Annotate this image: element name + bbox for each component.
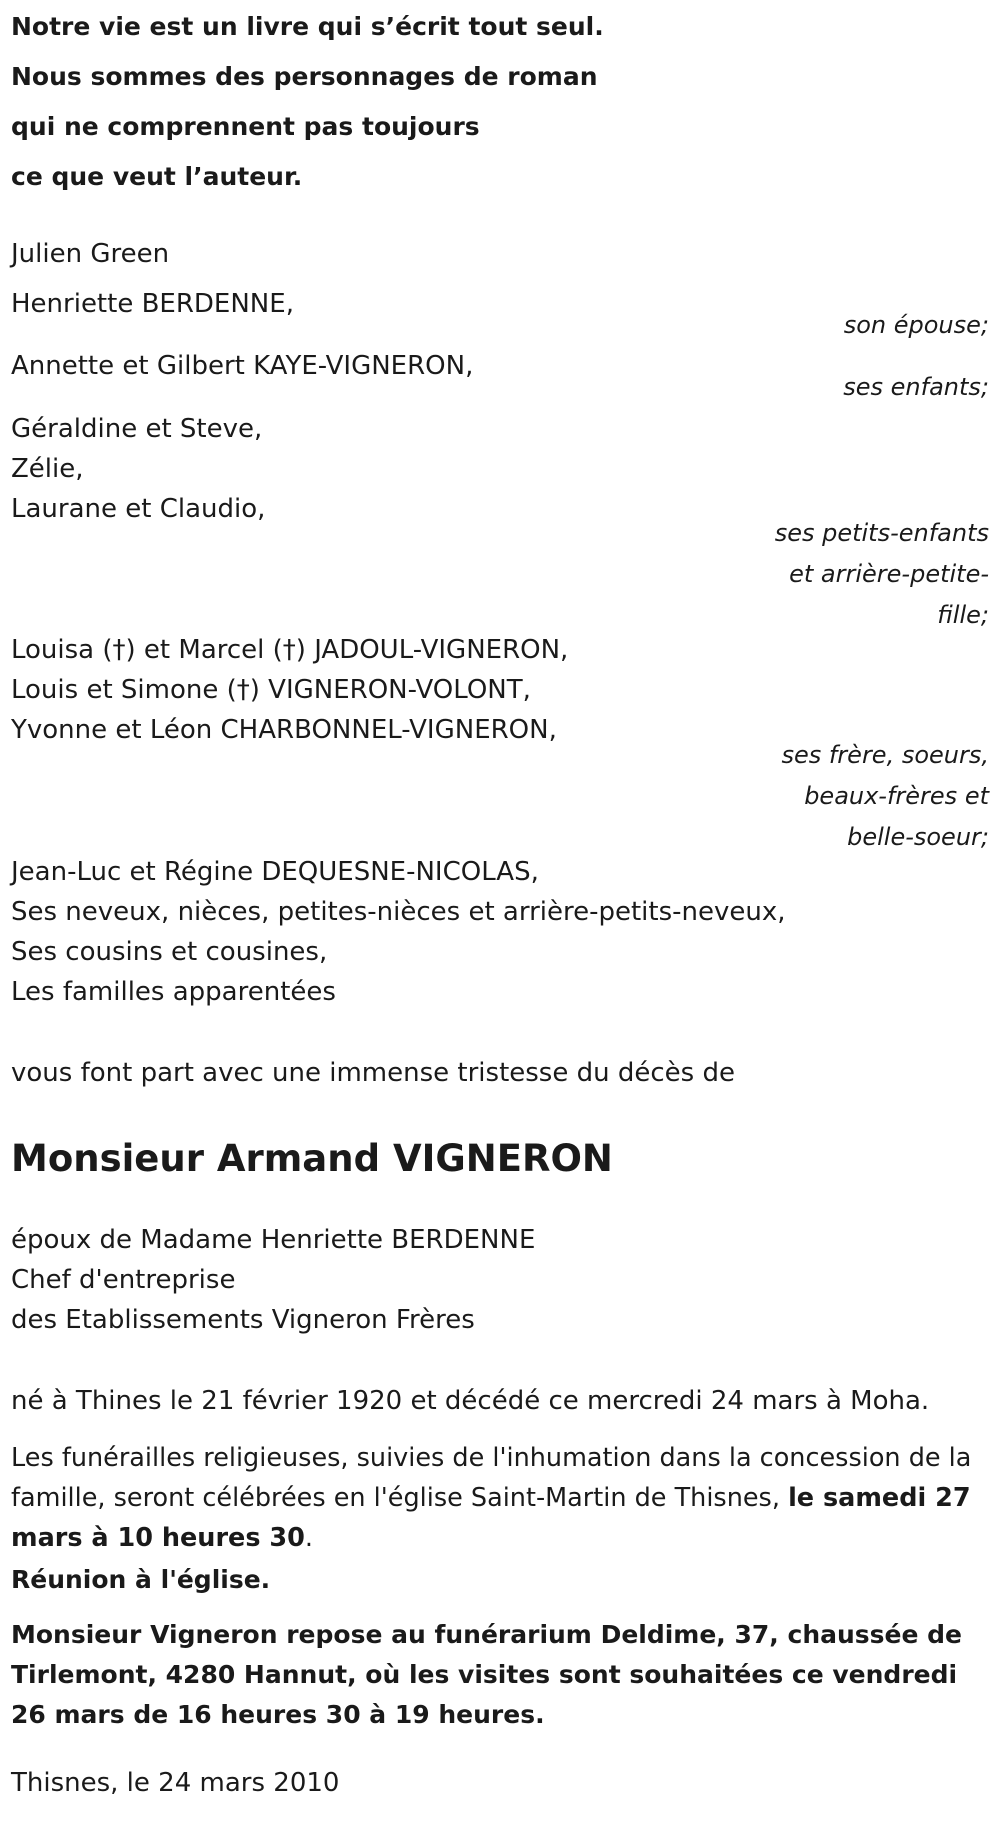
epigraph-line: Nous sommes des personnages de roman bbox=[11, 62, 598, 91]
relation-line: son épouse; bbox=[843, 311, 989, 339]
children-name: Annette et Gilbert KAYE-VIGNERON, bbox=[11, 351, 474, 381]
sibling-name: Yvonne et Léon CHARBONNEL-VIGNERON, bbox=[11, 715, 557, 745]
relation-line: ses frère, soeurs, bbox=[781, 741, 989, 769]
place-date: Thisnes, le 24 mars 2010 bbox=[11, 1768, 340, 1798]
relative-name: Ses cousins et cousines, bbox=[11, 937, 328, 967]
sibling-name: Louis et Simone (†) VIGNERON-VOLONT, bbox=[11, 675, 531, 705]
funeral-text: Les funérailles religieuses, suivies de l'inhumation dans la concession de la famille, seront célébrées en l'église Saint-Martin de Thisnes, bbox=[11, 1443, 972, 1513]
visitation-text: Monsieur Vigneron repose au funérarium Deldime, 37, chaussée de Tirlemont, 4280 Hannut, où les visites sont souhaitées ce vendredi 26 mars de 16 heures 30 à 19 heures. bbox=[11, 1620, 963, 1729]
children-relation bbox=[843, 368, 989, 406]
relation-line: et arrière-petite- bbox=[789, 560, 989, 588]
announcement-text: vous font part avec une immense tristesse du décès de bbox=[11, 1058, 735, 1088]
funeral-end: . bbox=[304, 1523, 313, 1553]
grandchild-name: Zélie, bbox=[11, 454, 84, 484]
spouse-name: Henriette BERDENNE, bbox=[11, 289, 294, 319]
epigraph-quote bbox=[11, 2, 604, 202]
relation-line: ses enfants; bbox=[843, 373, 989, 401]
spouse-relation bbox=[844, 306, 989, 344]
relation-line: belle-soeur; bbox=[847, 823, 989, 851]
relation-line: ses petits-enfants bbox=[774, 519, 989, 547]
meeting-text: Réunion à l'église. bbox=[11, 1565, 271, 1594]
relative-name: Jean-Luc et Régine DEQUESNE-NICOLAS, bbox=[11, 857, 539, 887]
grandchild-name: Laurane et Claudio, bbox=[11, 494, 266, 524]
relative-name: Ses neveux, nièces, petites-nièces et arrière-petits-neveux, bbox=[11, 897, 786, 927]
grandchildren-relation bbox=[775, 513, 989, 636]
epigraph-line: Notre vie est un livre qui s’écrit tout seul. bbox=[11, 12, 604, 41]
deceased-info-line: époux de Madame Henriette BERDENNE bbox=[11, 1225, 536, 1255]
obituary-notice bbox=[11, 0, 989, 1826]
deceased-name: Monsieur Armand VIGNERON bbox=[11, 1137, 613, 1180]
deceased-info-line: Chef d'entreprise bbox=[11, 1265, 236, 1295]
relation-line: beaux-frères et bbox=[804, 782, 989, 810]
epigraph-line: qui ne comprennent pas toujours bbox=[11, 112, 480, 141]
relative-name: Les familles apparentées bbox=[11, 977, 336, 1007]
relation-line: fille; bbox=[937, 601, 989, 629]
epigraph-author: Julien Green bbox=[11, 239, 170, 269]
sibling-name: Louisa (†) et Marcel (†) JADOUL-VIGNERON, bbox=[11, 635, 569, 665]
epigraph-line: ce que veut l’auteur. bbox=[11, 162, 303, 191]
birth-death-text: né à Thines le 21 février 1920 et décédé ce mercredi 24 mars à Moha. bbox=[11, 1386, 930, 1416]
deceased-info-line: des Etablissements Vigneron Frères bbox=[11, 1305, 475, 1335]
funeral-date: le samedi 27 mars à 10 heures 30 bbox=[11, 1483, 971, 1553]
grandchild-name: Géraldine et Steve, bbox=[11, 414, 263, 444]
funeral-paragraph bbox=[11, 1438, 989, 1558]
siblings-relation bbox=[781, 735, 989, 858]
